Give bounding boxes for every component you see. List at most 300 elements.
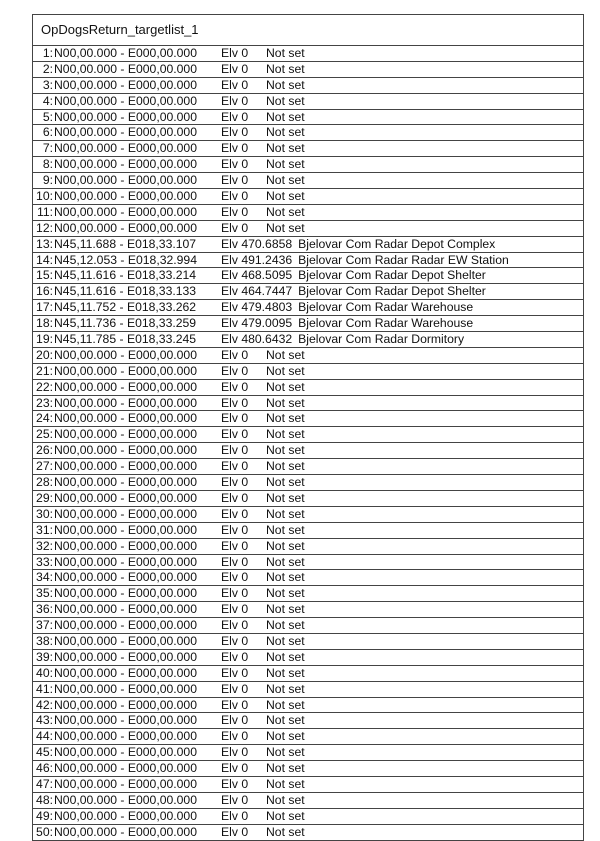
table-row (33, 110, 583, 126)
row-elevation-and-name (221, 729, 305, 744)
row-coordinates: N00,00.000 - E000,00.000 (54, 792, 197, 807)
row-target-name: Not set (266, 618, 305, 633)
table-row (33, 125, 583, 141)
row-coordinates: N45,12.053 - E018,32.994 (54, 252, 197, 267)
row-elevation-and-name (221, 570, 305, 585)
row-index: 22: (36, 379, 53, 394)
row-elevation: Elv 0 (221, 665, 249, 680)
row-elevation: Elv 0 (221, 157, 249, 172)
row-elevation-and-name (221, 777, 305, 792)
row-index: 7: (42, 141, 53, 156)
row-index: 26: (36, 443, 53, 458)
table-row (33, 523, 583, 539)
row-index: 8: (42, 157, 53, 172)
row-target-name: Bjelovar Com Radar Warehouse (298, 300, 474, 315)
row-index: 23: (36, 395, 53, 410)
row-elevation-and-name (221, 698, 305, 713)
table-row (33, 316, 583, 332)
table-row (33, 46, 583, 62)
row-index: 49: (36, 808, 53, 823)
table-row (33, 713, 583, 729)
row-elevation-and-name (221, 713, 305, 728)
row-target-name: Not set (266, 363, 305, 378)
row-target-name: Not set (266, 633, 305, 648)
row-elevation: Elv 0 (221, 347, 249, 362)
table-row (33, 793, 583, 809)
row-index: 34: (36, 570, 53, 585)
row-elevation-and-name (221, 268, 486, 283)
row-elevation-and-name (221, 745, 305, 760)
row-target-name: Not set (266, 776, 305, 791)
row-coordinates: N00,00.000 - E000,00.000 (54, 395, 197, 410)
row-elevation: Elv 0 (221, 109, 249, 124)
table-row (33, 491, 583, 507)
row-elevation: Elv 0 (221, 776, 249, 791)
row-target-name: Not set (266, 538, 305, 553)
row-coordinates: N45,11.736 - E018,33.259 (54, 316, 197, 331)
row-target-name: Not set (266, 141, 305, 156)
row-index: 48: (36, 792, 53, 807)
row-coordinates: N00,00.000 - E000,00.000 (54, 157, 197, 172)
row-elevation: Elv 0 (221, 697, 249, 712)
row-elevation: Elv 0 (221, 586, 249, 601)
table-row (33, 745, 583, 761)
row-target-name: Not set (266, 411, 305, 426)
row-index: 11: (36, 204, 53, 219)
row-coordinates: N00,00.000 - E000,00.000 (54, 697, 197, 712)
row-coordinates: N00,00.000 - E000,00.000 (54, 125, 197, 140)
table-row (33, 761, 583, 777)
row-coordinates: N00,00.000 - E000,00.000 (54, 77, 197, 92)
row-elevation: Elv 0 (221, 46, 249, 60)
table-row (33, 364, 583, 380)
row-index: 46: (36, 761, 53, 776)
row-elevation: Elv 479.0095 (221, 316, 293, 331)
row-coordinates: N00,00.000 - E000,00.000 (54, 204, 197, 219)
row-index: 1: (42, 46, 53, 60)
row-index: 43: (36, 713, 53, 728)
row-elevation-and-name (221, 78, 305, 93)
row-coordinates: N00,00.000 - E000,00.000 (54, 665, 197, 680)
row-index: 39: (36, 649, 53, 664)
row-coordinates: N00,00.000 - E000,00.000 (54, 506, 197, 521)
row-index: 3: (42, 77, 53, 92)
table-row (33, 94, 583, 110)
row-index: 14: (36, 252, 53, 267)
row-elevation-and-name (221, 364, 305, 379)
row-coordinates: N00,00.000 - E000,00.000 (54, 570, 197, 585)
row-elevation: Elv 0 (221, 713, 249, 728)
row-elevation-and-name (221, 141, 305, 156)
table-row (33, 507, 583, 523)
row-elevation-and-name (221, 284, 486, 299)
row-coordinates: N00,00.000 - E000,00.000 (54, 379, 197, 394)
row-index: 47: (36, 776, 53, 791)
table-row (33, 586, 583, 602)
row-index: 45: (36, 745, 53, 760)
table-row (33, 78, 583, 94)
row-target-name: Not set (266, 443, 305, 458)
row-elevation-and-name (221, 650, 305, 665)
row-elevation-and-name (221, 507, 305, 522)
row-elevation-and-name (221, 539, 305, 554)
table-row (33, 539, 583, 555)
row-elevation-and-name (221, 809, 305, 824)
row-elevation: Elv 0 (221, 538, 249, 553)
table-row (33, 396, 583, 412)
row-elevation-and-name (221, 332, 464, 347)
row-index: 37: (36, 618, 53, 633)
row-target-name: Bjelovar Com Radar Depot Shelter (298, 284, 486, 299)
row-coordinates: N00,00.000 - E000,00.000 (54, 522, 197, 537)
row-coordinates: N00,00.000 - E000,00.000 (54, 538, 197, 553)
row-elevation-and-name (221, 237, 495, 252)
row-coordinates: N00,00.000 - E000,00.000 (54, 189, 197, 204)
table-row (33, 475, 583, 491)
row-coordinates: N45,11.616 - E018,33.133 (54, 284, 197, 299)
row-elevation: Elv 0 (221, 475, 249, 490)
row-coordinates: N00,00.000 - E000,00.000 (54, 475, 197, 490)
row-elevation-and-name (221, 348, 305, 363)
row-target-name: Not set (266, 729, 305, 744)
row-index: 33: (36, 554, 53, 569)
row-elevation: Elv 0 (221, 93, 249, 108)
table-row (33, 443, 583, 459)
row-target-name: Not set (266, 665, 305, 680)
row-elevation-and-name (221, 825, 305, 840)
row-target-name: Not set (266, 649, 305, 664)
table-row (33, 729, 583, 745)
row-target-name: Not set (266, 697, 305, 712)
row-coordinates: N00,00.000 - E000,00.000 (54, 649, 197, 664)
row-index: 50: (36, 824, 53, 839)
row-coordinates: N00,00.000 - E000,00.000 (54, 363, 197, 378)
row-coordinates: N00,00.000 - E000,00.000 (54, 713, 197, 728)
row-coordinates: N00,00.000 - E000,00.000 (54, 46, 197, 60)
row-target-name: Not set (266, 602, 305, 617)
row-target-name: Not set (266, 109, 305, 124)
row-elevation-and-name (221, 125, 305, 140)
table-row (33, 205, 583, 221)
row-target-name: Not set (266, 570, 305, 585)
row-index: 16: (36, 284, 53, 299)
row-elevation: Elv 0 (221, 395, 249, 410)
row-elevation-and-name (221, 443, 305, 458)
table-body (33, 46, 583, 840)
row-index: 25: (36, 427, 53, 442)
row-coordinates: N00,00.000 - E000,00.000 (54, 173, 197, 188)
row-coordinates: N00,00.000 - E000,00.000 (54, 490, 197, 505)
row-target-name: Not set (266, 395, 305, 410)
row-elevation-and-name (221, 300, 473, 315)
row-coordinates: N00,00.000 - E000,00.000 (54, 61, 197, 76)
row-target-name: Not set (266, 220, 305, 235)
row-index: 21: (36, 363, 53, 378)
row-elevation: Elv 0 (221, 808, 249, 823)
row-coordinates: N00,00.000 - E000,00.000 (54, 776, 197, 791)
row-target-name: Not set (266, 745, 305, 760)
row-elevation: Elv 0 (221, 745, 249, 760)
row-index: 15: (36, 268, 53, 283)
row-index: 28: (36, 475, 53, 490)
table-row (33, 380, 583, 396)
row-elevation: Elv 0 (221, 681, 249, 696)
row-index: 4: (42, 93, 53, 108)
row-target-name: Not set (266, 61, 305, 76)
row-target-name: Not set (266, 125, 305, 140)
row-target-name: Bjelovar Com Radar Depot Shelter (298, 268, 486, 283)
row-index: 40: (36, 665, 53, 680)
table-row (33, 809, 583, 825)
row-target-name: Not set (266, 46, 305, 60)
row-index: 24: (36, 411, 53, 426)
row-elevation-and-name (221, 618, 305, 633)
row-target-name: Not set (266, 427, 305, 442)
row-elevation: Elv 0 (221, 602, 249, 617)
row-elevation: Elv 0 (221, 459, 249, 474)
row-index: 29: (36, 490, 53, 505)
table-row (33, 459, 583, 475)
row-elevation: Elv 0 (221, 141, 249, 156)
row-elevation: Elv 0 (221, 570, 249, 585)
row-index: 32: (36, 538, 53, 553)
table-row (33, 666, 583, 682)
row-coordinates: N45,11.752 - E018,33.262 (54, 300, 197, 315)
row-coordinates: N00,00.000 - E000,00.000 (54, 109, 197, 124)
row-elevation-and-name (221, 459, 305, 474)
table-row (33, 253, 583, 269)
row-index: 27: (36, 459, 53, 474)
row-coordinates: N00,00.000 - E000,00.000 (54, 761, 197, 776)
row-elevation: Elv 0 (221, 189, 249, 204)
table-row (33, 173, 583, 189)
table-row (33, 698, 583, 714)
table-row (33, 284, 583, 300)
row-elevation: Elv 0 (221, 761, 249, 776)
row-coordinates: N00,00.000 - E000,00.000 (54, 93, 197, 108)
row-coordinates: N00,00.000 - E000,00.000 (54, 681, 197, 696)
row-target-name: Not set (266, 459, 305, 474)
row-coordinates: N00,00.000 - E000,00.000 (54, 427, 197, 442)
row-target-name: Not set (266, 204, 305, 219)
row-index: 10: (36, 189, 53, 204)
row-index: 6: (42, 125, 53, 140)
row-coordinates: N00,00.000 - E000,00.000 (54, 443, 197, 458)
row-target-name: Not set (266, 761, 305, 776)
row-elevation-and-name (221, 221, 305, 236)
row-elevation: Elv 0 (221, 649, 249, 664)
row-index: 31: (36, 522, 53, 537)
row-index: 36: (36, 602, 53, 617)
row-elevation: Elv 0 (221, 220, 249, 235)
row-coordinates: N45,11.688 - E018,33.107 (54, 236, 197, 251)
row-coordinates: N00,00.000 - E000,00.000 (54, 586, 197, 601)
row-coordinates: N00,00.000 - E000,00.000 (54, 459, 197, 474)
row-elevation-and-name (221, 173, 305, 188)
row-index: 30: (36, 506, 53, 521)
row-elevation-and-name (221, 666, 305, 681)
row-elevation-and-name (221, 110, 305, 125)
row-coordinates: N00,00.000 - E000,00.000 (54, 347, 197, 362)
row-elevation-and-name (221, 316, 473, 331)
row-index: 17: (36, 300, 53, 315)
row-elevation-and-name (221, 555, 305, 570)
row-target-name: Not set (266, 475, 305, 490)
row-coordinates: N00,00.000 - E000,00.000 (54, 602, 197, 617)
row-index: 38: (36, 633, 53, 648)
row-index: 44: (36, 729, 53, 744)
row-elevation: Elv 0 (221, 363, 249, 378)
table-row (33, 825, 583, 840)
row-target-name: Not set (266, 824, 305, 839)
row-elevation: Elv 491.2436 (221, 252, 293, 267)
row-index: 20: (36, 347, 53, 362)
table-row (33, 332, 583, 348)
row-coordinates: N00,00.000 - E000,00.000 (54, 824, 197, 839)
row-elevation-and-name (221, 602, 305, 617)
table-row (33, 62, 583, 78)
table-row (33, 682, 583, 698)
row-elevation: Elv 0 (221, 554, 249, 569)
row-coordinates: N00,00.000 - E000,00.000 (54, 618, 197, 633)
row-elevation-and-name (221, 427, 305, 442)
row-target-name: Not set (266, 554, 305, 569)
row-elevation-and-name (221, 586, 305, 601)
row-target-name: Not set (266, 506, 305, 521)
table-row (33, 268, 583, 284)
row-elevation: Elv 0 (221, 443, 249, 458)
row-target-name: Bjelovar Com Radar Dormitory (298, 332, 465, 347)
row-elevation: Elv 0 (221, 522, 249, 537)
row-target-name: Not set (266, 713, 305, 728)
row-target-name: Not set (266, 490, 305, 505)
row-target-name: Not set (266, 586, 305, 601)
table-title: OpDogsReturn_targetlist_1 (33, 15, 583, 46)
row-coordinates: N00,00.000 - E000,00.000 (54, 220, 197, 235)
row-elevation: Elv 0 (221, 824, 249, 839)
row-elevation-and-name (221, 189, 305, 204)
row-target-name: Bjelovar Com Radar Warehouse (298, 316, 474, 331)
row-target-name: Bjelovar Com Radar Depot Complex (298, 236, 496, 251)
row-elevation-and-name (221, 411, 305, 426)
row-elevation: Elv 0 (221, 379, 249, 394)
table-row (33, 348, 583, 364)
row-target-name: Not set (266, 681, 305, 696)
row-target-name: Not set (266, 77, 305, 92)
row-target-name: Not set (266, 157, 305, 172)
row-elevation: Elv 0 (221, 77, 249, 92)
table-row (33, 570, 583, 586)
table-row (33, 555, 583, 571)
row-index: 19: (36, 332, 53, 347)
row-index: 41: (36, 681, 53, 696)
table-row (33, 602, 583, 618)
row-elevation: Elv 0 (221, 125, 249, 140)
row-elevation-and-name (221, 157, 305, 172)
row-index: 9: (42, 173, 53, 188)
row-elevation-and-name (221, 682, 305, 697)
table-row (33, 189, 583, 205)
row-elevation-and-name (221, 634, 305, 649)
row-coordinates: N00,00.000 - E000,00.000 (54, 729, 197, 744)
table-row (33, 237, 583, 253)
row-index: 12: (36, 220, 53, 235)
row-elevation: Elv 0 (221, 506, 249, 521)
table-row (33, 300, 583, 316)
row-coordinates: N00,00.000 - E000,00.000 (54, 411, 197, 426)
row-elevation-and-name (221, 761, 305, 776)
row-index: 35: (36, 586, 53, 601)
row-elevation: Elv 464.7447 (221, 284, 293, 299)
row-elevation: Elv 0 (221, 204, 249, 219)
row-coordinates: N00,00.000 - E000,00.000 (54, 141, 197, 156)
row-elevation: Elv 0 (221, 792, 249, 807)
row-coordinates: N00,00.000 - E000,00.000 (54, 633, 197, 648)
table-row (33, 221, 583, 237)
row-index: 2: (42, 61, 53, 76)
table-row (33, 618, 583, 634)
row-target-name: Not set (266, 189, 305, 204)
row-index: 13: (36, 236, 53, 251)
row-index: 42: (36, 697, 53, 712)
row-elevation: Elv 0 (221, 427, 249, 442)
row-index: 5: (42, 109, 53, 124)
row-elevation-and-name (221, 491, 305, 506)
row-coordinates: N45,11.616 - E018,33.214 (54, 268, 197, 283)
row-coordinates: N00,00.000 - E000,00.000 (54, 554, 197, 569)
row-elevation: Elv 470.6858 (221, 236, 293, 251)
table-row (33, 411, 583, 427)
table-row (33, 427, 583, 443)
row-elevation: Elv 479.4803 (221, 300, 293, 315)
row-coordinates: N45,11.785 - E018,33.245 (54, 332, 197, 347)
row-elevation: Elv 480.6432 (221, 332, 293, 347)
table-row (33, 141, 583, 157)
row-elevation-and-name (221, 94, 305, 109)
row-coordinates: N00,00.000 - E000,00.000 (54, 745, 197, 760)
table-row (33, 777, 583, 793)
row-target-name: Not set (266, 173, 305, 188)
row-target-name: Not set (266, 808, 305, 823)
row-target-name: Not set (266, 93, 305, 108)
target-list-table (32, 14, 584, 841)
row-target-name: Bjelovar Com Radar Radar EW Station (298, 252, 509, 267)
row-elevation-and-name (221, 475, 305, 490)
row-elevation: Elv 0 (221, 173, 249, 188)
row-elevation-and-name (221, 793, 305, 808)
row-elevation-and-name (221, 46, 305, 61)
row-elevation-and-name (221, 380, 305, 395)
row-target-name: Not set (266, 522, 305, 537)
row-target-name: Not set (266, 792, 305, 807)
row-elevation-and-name (221, 253, 509, 268)
row-elevation: Elv 0 (221, 411, 249, 426)
row-elevation-and-name (221, 62, 305, 77)
row-elevation-and-name (221, 523, 305, 538)
row-coordinates: N00,00.000 - E000,00.000 (54, 808, 197, 823)
row-elevation: Elv 0 (221, 729, 249, 744)
row-elevation: Elv 0 (221, 633, 249, 648)
row-elevation: Elv 468.5095 (221, 268, 293, 283)
row-target-name: Not set (266, 347, 305, 362)
row-elevation-and-name (221, 205, 305, 220)
table-row (33, 650, 583, 666)
row-elevation: Elv 0 (221, 490, 249, 505)
table-row (33, 157, 583, 173)
table-row (33, 634, 583, 650)
row-elevation: Elv 0 (221, 61, 249, 76)
row-index: 18: (36, 316, 53, 331)
